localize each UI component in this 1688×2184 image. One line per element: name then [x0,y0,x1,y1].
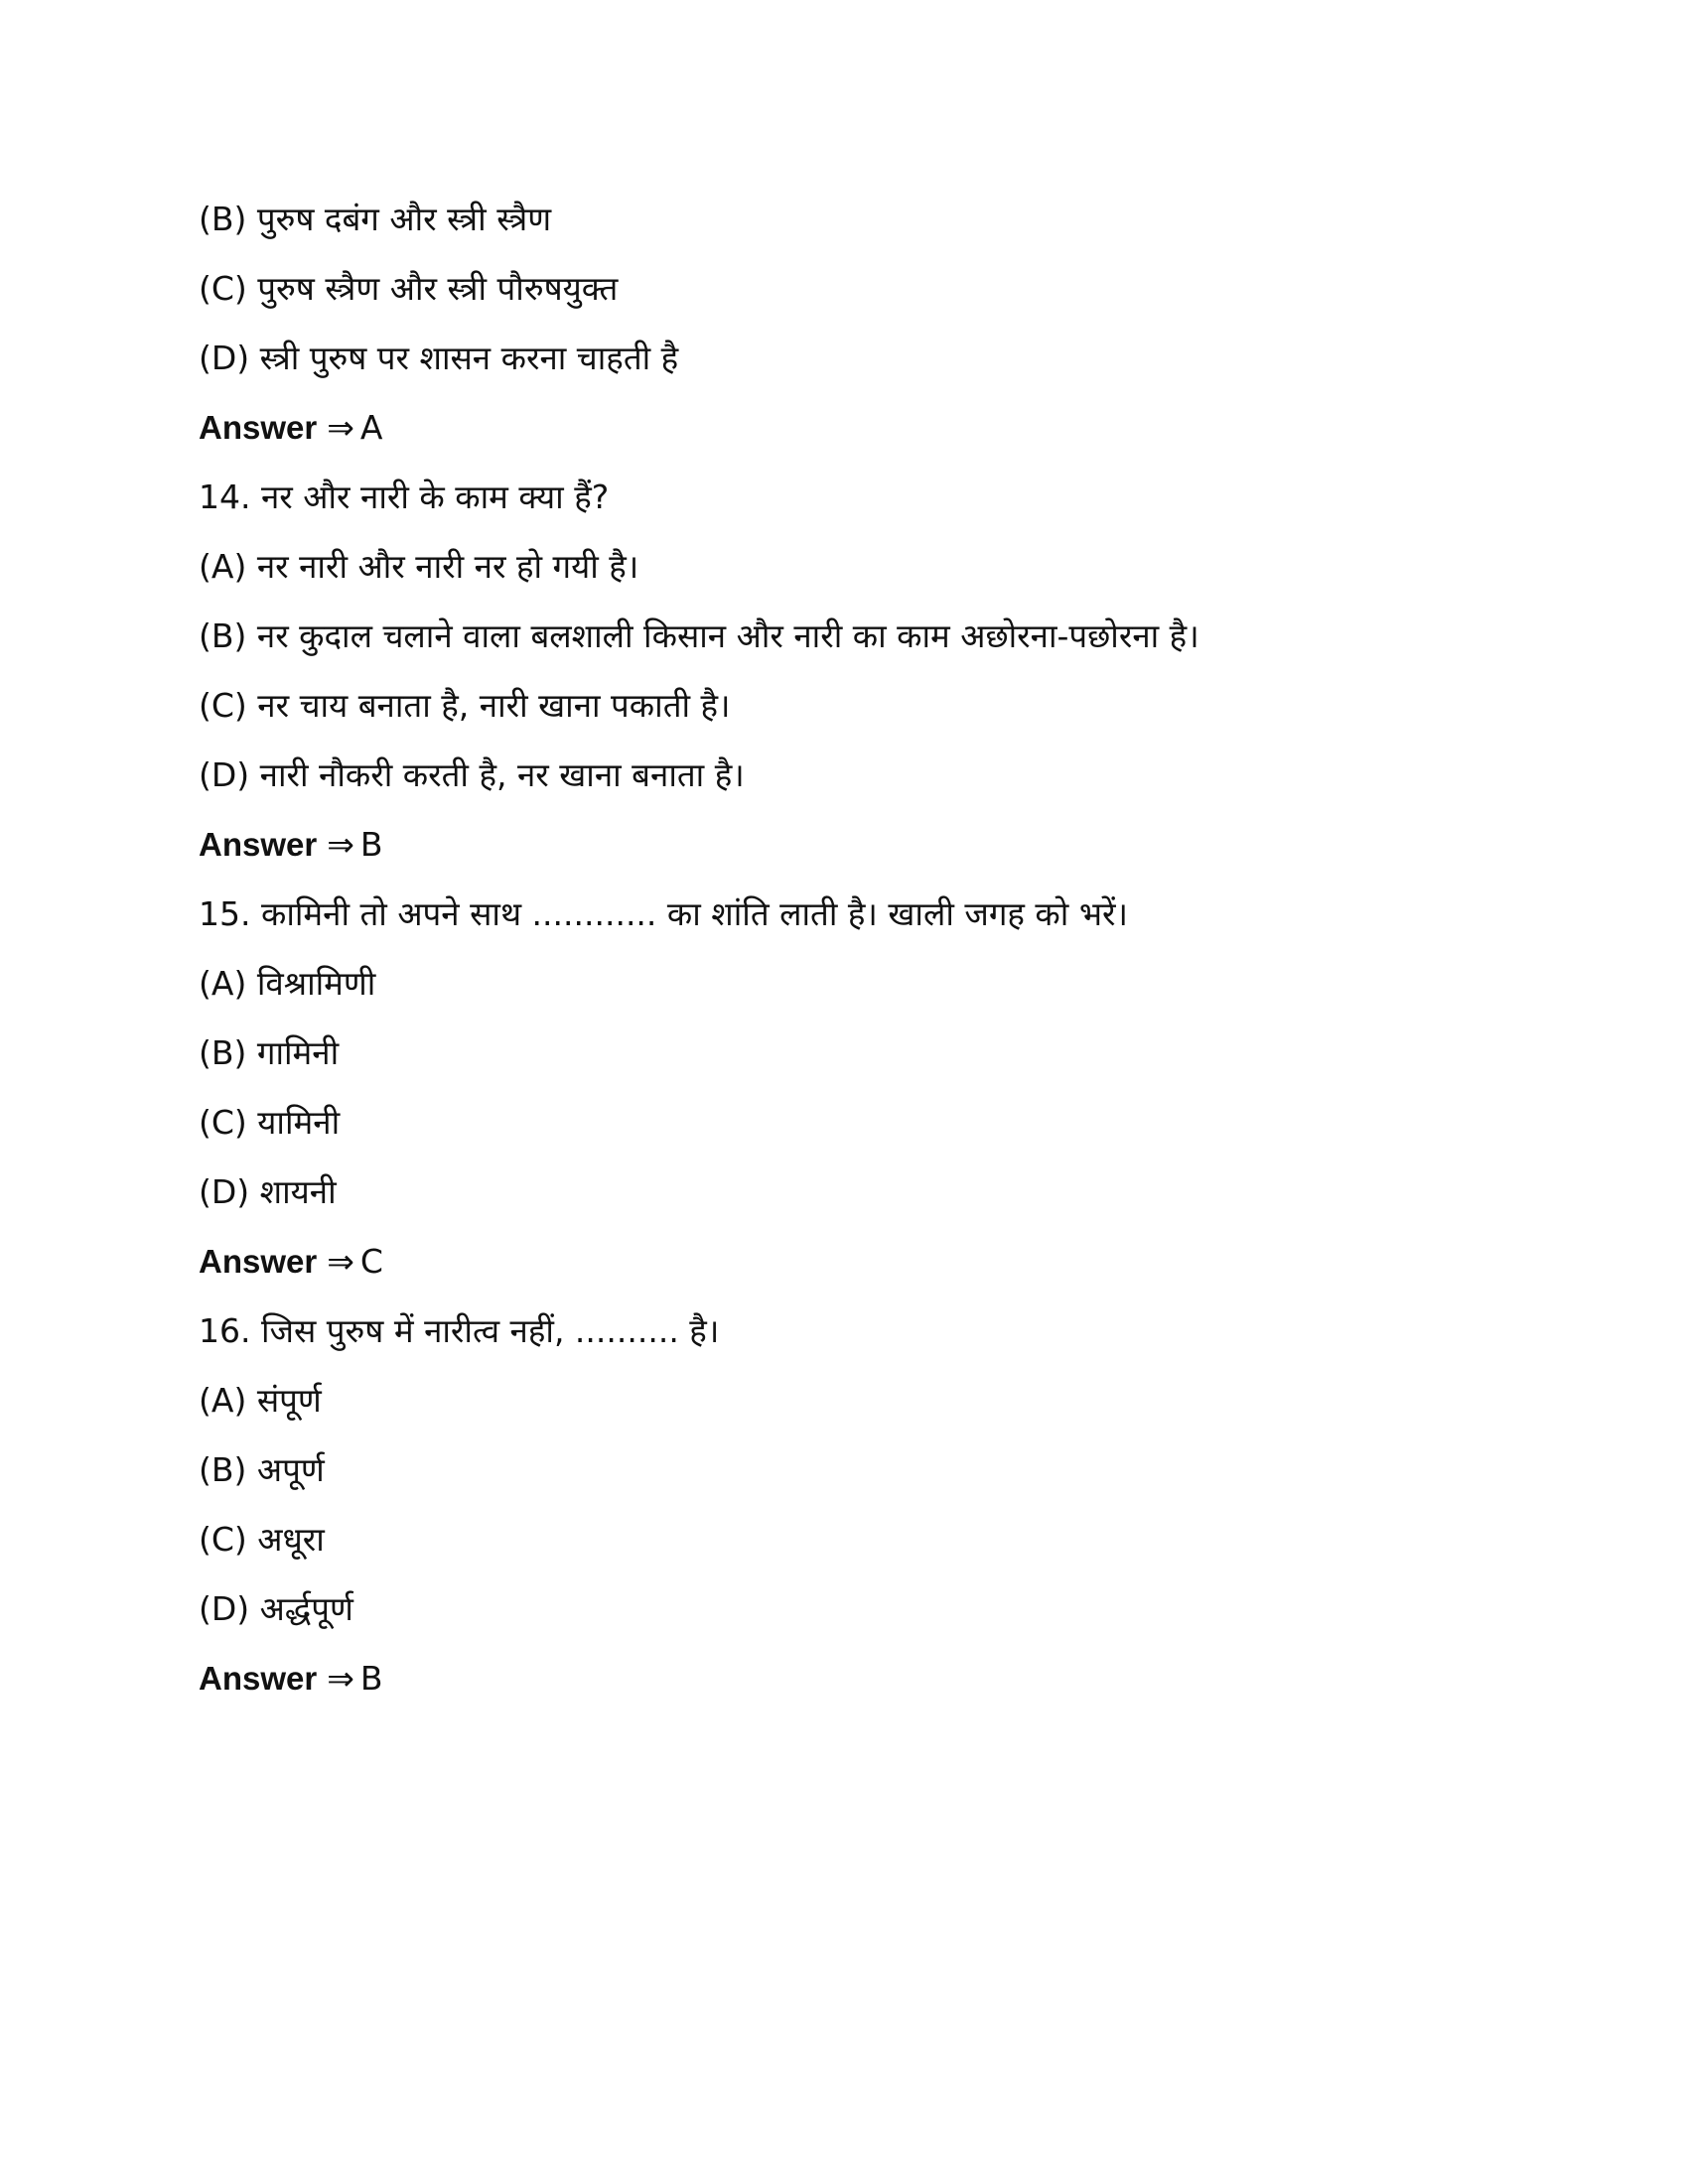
option-d-q15: (D) शायनी [199,1172,337,1211]
answer-value: C [359,1242,383,1281]
option-c-q15: (C) यामिनी [199,1103,341,1142]
question-16: 16. जिस पुरुष में नारीत्व नहीं, .......... है। [199,1311,720,1350]
option-a-q14: (A) नर नारी और नारी नर हो गयी है। [199,547,639,586]
option-d-q13: (D) स्त्री पुरुष पर शासन करना चाहती है [199,339,679,377]
option-a-q15: (A) विश्रामिणी [199,964,376,1003]
answer-q13 [199,403,1529,473]
option-d-q14: (D) नारी नौकरी करती है, नर खाना बनाता है। [199,755,745,794]
question-14: 14. नर और नारी के काम क्या हैं? [199,478,610,516]
option-a-q16: (A) संपूर्ण [199,1381,322,1420]
option-b-q15: (B) गामिनी [199,1033,340,1072]
option-c-q14: (C) नर चाय बनाता है, नारी खाना पकाती है। [199,686,731,725]
answer-label: Answer [199,1243,318,1280]
option-b-q14: (B) नर कुदाल चलाने वाला बलशाली किसान और नारी का काम अछोरना-पछोरना है। [199,616,1199,655]
answer-q14 [199,820,1529,889]
answer-q15 [199,1237,1529,1306]
implies-arrow-icon: ⇒ [327,1659,354,1698]
answer-label: Answer [199,1660,318,1697]
answer-q16 [199,1654,1529,1723]
answer-value: B [359,825,383,864]
implies-arrow-icon: ⇒ [327,408,354,447]
option-c-q16: (C) अधूरा [199,1520,325,1559]
answer-value: B [359,1659,383,1698]
question-list [199,195,1529,1723]
question-15: 15. कामिनी तो अपने साथ ............ का शांति लाती है। खाली जगह को भरें। [199,894,1129,933]
implies-arrow-icon: ⇒ [327,825,354,864]
option-c-q13: (C) पुरुष स्त्रैण और स्त्री पौरुषयुक्त [199,269,619,308]
answer-label: Answer [199,826,318,863]
implies-arrow-icon: ⇒ [327,1242,354,1281]
option-d-q16: (D) अर्द्धपूर्ण [199,1589,353,1628]
option-b-q13: (B) पुरुष दबंग और स्त्री स्त्रैण [199,200,552,238]
answer-label: Answer [199,409,318,446]
option-b-q16: (B) अपूर्ण [199,1450,325,1489]
answer-value: A [359,408,383,447]
